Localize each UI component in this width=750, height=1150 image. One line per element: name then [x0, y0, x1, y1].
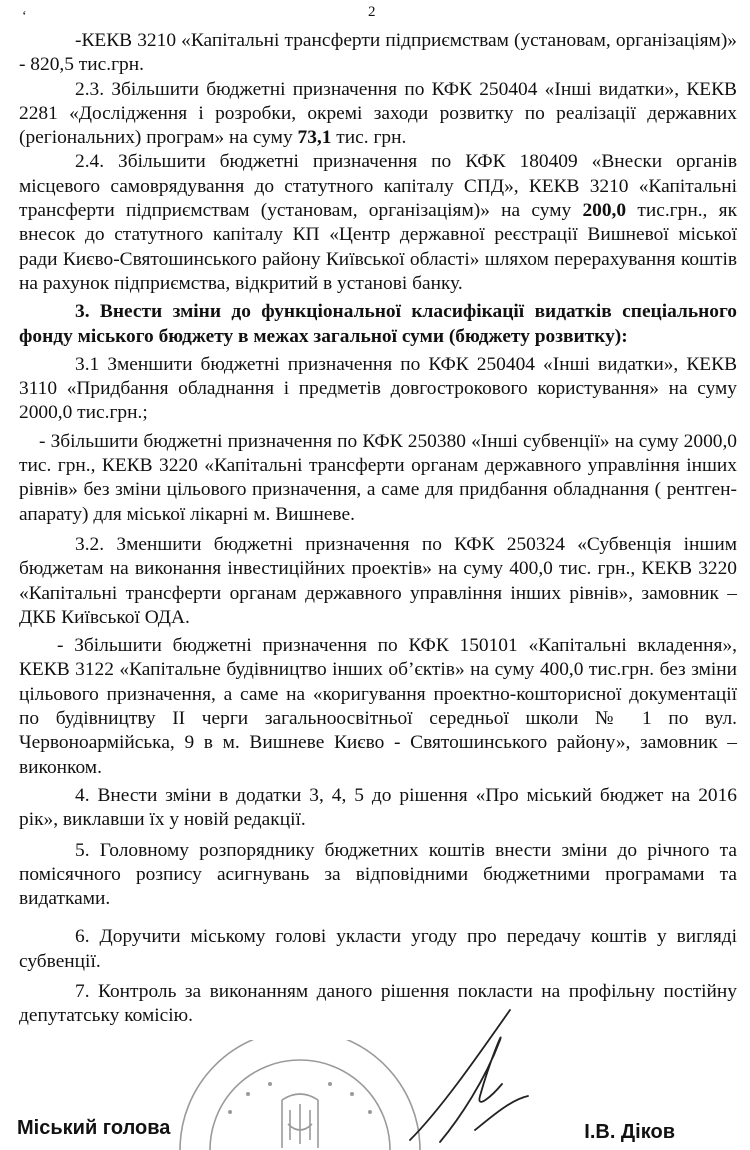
paragraph-2-3-unit: тис. грн. — [331, 127, 407, 149]
section-3-heading: 3. Внести зміни до функціональної класифікації видатків спеціального фонду міського бюджету в межах загальної суми (бюджету розвитку): — [19, 301, 737, 347]
paragraph-3-2-increase: - Збільшити бюджетні призначення по КФК 150101 «Капітальні вкладення», КЕКВ 3122 «Капітальне будівництво інших об’єктів» на суму 400,0 тис.грн. без зміни цільового призначення, а саме на «коригування проектно-кошторисної документації по будівництву ІІ черги загальноосвітньої середньої школи № 1 по вул. Червоноармійська, 9 в м. Вишневе Києво - Святошинського району», замовник – виконком. — [19, 635, 737, 778]
paragraph-2-4-text: 2.4. Збільшити бюджетні призначення по КФК 180409 «Внески органів місцевого самоврядування до статутного капіталу СПД», КЕКВ 3210 «Капітальні трансферти підприємствам (установам, організаціям)» на суму — [19, 151, 737, 222]
paragraph-3-1: 3.1 Зменшити бюджетні призначення по КФК 250404 «Інші видатки», КЕКВ 3110 «Придбання обладнання і предметів довгострокового користування» на суму 2000,0 тис.грн.; — [19, 353, 737, 424]
document-body — [19, 29, 737, 1029]
signatory-role: Міський голова — [17, 1117, 171, 1139]
page-number: 2 — [368, 4, 376, 20]
paragraph-2-3-text: 2.3. Збільшити бюджетні призначення по КФК 250404 «Інші видатки», КЕКВ 2281 «Дослідження і розробки, окремі заходи розвитку по реалізації державних (регіональних) програм» на суму — [19, 78, 737, 149]
paragraph-kekv-3210: -КЕКВ 3210 «Капітальні трансферти підприємствам (установам, організаціям)» - 820,5 тис.грн. — [19, 30, 737, 76]
paragraph-5: 5. Головному розпоряднику бюджетних коштів внести зміни до річного та помісячного розпису асигнувань за відповідними бюджетними програмами та видатками. — [19, 839, 737, 910]
paragraph-2-4 — [19, 150, 737, 296]
paragraph-4: 4. Внести зміни в додатки 3, 4, 5 до рішення «Про міський бюджет на 2016 рік», виклавши їх у новій редакції. — [19, 784, 737, 831]
paragraph-6: 6. Доручити міському голові укласти угоду про передачу коштів у вигляді субвенції. — [19, 926, 737, 972]
paragraph-3-2: 3.2. Зменшити бюджетні призначення по КФК 250324 «Субвенція іншим бюджетам на виконання інвестиційних проектів» на суму 400,0 тис. грн., КЕКВ 3220 «Капітальні трансферти органам державного управління інших рівнів», замовник – ДКБ Київської ОДА. — [19, 533, 737, 628]
paragraph-2-4-amount: 200,0 — [582, 200, 627, 222]
paragraph-2-3 — [19, 78, 737, 151]
paragraph-2-4-rest: тис.грн., як внесок до статутного капіталу КП «Центр державної реєстрації Вишневої міської ради Києво-Святошинського району Київської області» шляхом перерахування коштів на рахунок підприємства, відкритий в установі банку. — [19, 200, 737, 294]
signature-block — [17, 1112, 733, 1148]
corner-mark: ʻ — [22, 9, 27, 24]
paragraph-3-1-increase: - Збільшити бюджетні призначення по КФК 250380 «Інші субвенції» на суму 2000,0 тис. грн., КЕКВ 3220 «Капітальні трансферти органам державного управління інших рівнів» без зміни цільового призначення, а саме для придбання обладнання ( рентген-апарату) для міської лікарні м. Вишневе. — [19, 430, 737, 525]
signatory-name: І.В. Діков — [584, 1121, 675, 1143]
paragraph-7: 7. Контроль за виконанням даного рішення покласти на профільну постійну депутатську комісію. — [19, 980, 737, 1027]
paragraph-2-3-amount: 73,1 — [297, 127, 332, 149]
